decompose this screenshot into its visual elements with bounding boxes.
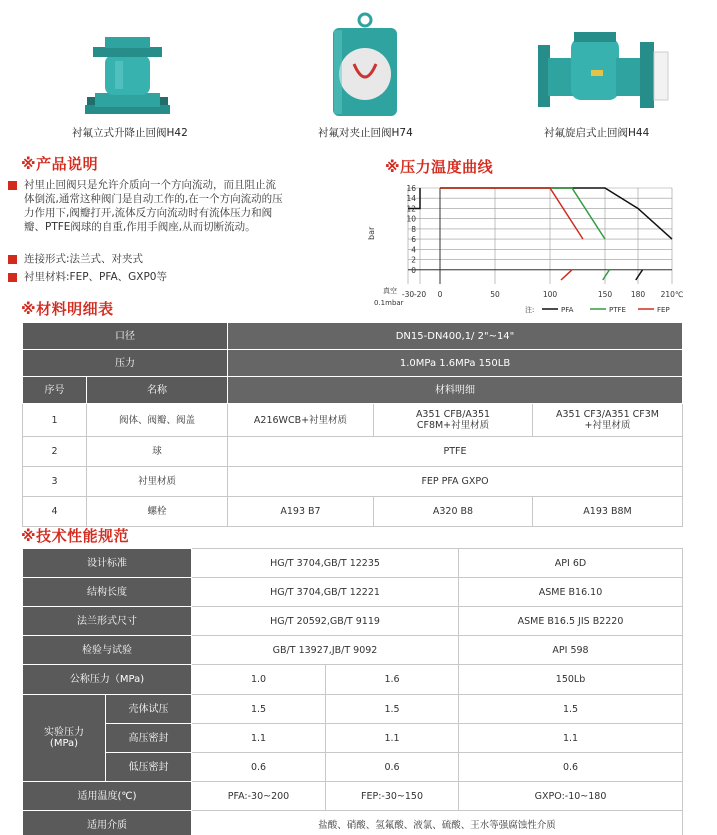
x-tick-label: 210℃ bbox=[660, 290, 684, 299]
temperature-label: 适用温度(℃) bbox=[23, 782, 192, 811]
table-row bbox=[23, 578, 683, 607]
size-label: 口径 bbox=[23, 323, 228, 350]
spec-value: GB/T 13927,JB/T 9092 bbox=[192, 636, 459, 665]
spec-value: HG/T 3704,GB/T 12221 bbox=[192, 578, 459, 607]
media-label: 适用介质 bbox=[23, 811, 192, 835]
material-cell bbox=[533, 404, 683, 437]
product-caption-h74: 衬氟对夹止回阀H74 bbox=[318, 127, 413, 139]
y-tick-label: 4 bbox=[411, 245, 416, 255]
table-row bbox=[23, 753, 683, 782]
table-row bbox=[23, 782, 683, 811]
spec-value: 1.1 bbox=[459, 724, 683, 753]
legend-label-ptfe: PTFE bbox=[609, 306, 626, 314]
y-tick-label: 6 bbox=[411, 235, 416, 245]
col-name-header: 名称 bbox=[87, 377, 228, 404]
spec-label: 检验与试验 bbox=[23, 636, 192, 665]
row-no: 2 bbox=[23, 437, 87, 467]
table-row bbox=[23, 549, 683, 578]
valve-h74-image bbox=[328, 12, 403, 120]
row-name: 衬里材质 bbox=[87, 467, 228, 497]
table-row bbox=[23, 437, 683, 467]
spec-value: 1.0 bbox=[192, 665, 326, 695]
bullet-icon bbox=[8, 255, 17, 264]
legend-prefix: 注: bbox=[525, 306, 535, 314]
row-name: 螺栓 bbox=[87, 497, 228, 527]
spec-value: FEP:-30~150 bbox=[326, 782, 459, 811]
legend-label-fep: FEP bbox=[657, 306, 670, 314]
test-row-label: 低压密封 bbox=[106, 753, 192, 782]
material-cell bbox=[374, 404, 533, 437]
material-cell: A320 B8 bbox=[374, 497, 533, 527]
y-tick-label: 16 bbox=[406, 184, 416, 193]
y-tick-label: 10 bbox=[406, 214, 416, 224]
media-value: 盐酸、硝酸、氢氟酸、液氯、硫酸、王水等强腐蚀性介质 bbox=[192, 811, 683, 835]
vacuum-line-ptfe bbox=[603, 270, 610, 280]
product-caption-h42: 衬氟立式升降止回阀H42 bbox=[72, 127, 188, 139]
material-line: A351 CFB/A351 bbox=[415, 409, 491, 420]
spec-value: 1.5 bbox=[192, 695, 326, 724]
y-tick-label: 2 bbox=[411, 255, 416, 265]
x-tick-label: 50 bbox=[490, 290, 500, 299]
spec-label: 结构长度 bbox=[23, 578, 192, 607]
x-tick-label: -30 bbox=[401, 290, 415, 299]
y-axis-label: bar bbox=[367, 226, 376, 240]
material-cell: FEP PFA GXPO bbox=[228, 467, 683, 497]
spec-value: 1.1 bbox=[326, 724, 459, 753]
specs-table bbox=[22, 548, 683, 835]
table-row bbox=[23, 467, 683, 497]
spec-value: 0.6 bbox=[326, 753, 459, 782]
spec-value: HG/T 3704,GB/T 12235 bbox=[192, 549, 459, 578]
pressure-value: 1.0MPa 1.6MPa 150LB bbox=[228, 350, 683, 377]
table-row bbox=[23, 811, 683, 835]
x-tick-label: -20 bbox=[413, 290, 427, 299]
pressure-temperature-chart bbox=[360, 178, 705, 318]
spec-value: 0.6 bbox=[192, 753, 326, 782]
series-line-pfa bbox=[440, 188, 672, 239]
test-pressure-label bbox=[23, 695, 106, 782]
row-no: 1 bbox=[23, 404, 87, 437]
test-row-label: 壳体试压 bbox=[106, 695, 192, 724]
table-row bbox=[23, 404, 683, 437]
description-title: ※产品说明 bbox=[21, 155, 99, 173]
spec-value: 1.6 bbox=[326, 665, 459, 695]
test-pressure-unit: (MPa) bbox=[49, 738, 79, 749]
spec-value: API 6D bbox=[459, 549, 683, 578]
col-no-header: 序号 bbox=[23, 377, 87, 404]
y-tick-label: 8 bbox=[411, 224, 416, 234]
spec-value: 1.1 bbox=[192, 724, 326, 753]
spec-label: 设计标准 bbox=[23, 549, 192, 578]
row-no: 3 bbox=[23, 467, 87, 497]
legend-label-pfa: PFA bbox=[561, 306, 574, 314]
material-line: CF8M+衬里材质 bbox=[416, 420, 490, 431]
spec-value: API 598 bbox=[459, 636, 683, 665]
series-line-ptfe bbox=[440, 188, 605, 239]
y-tick-label: 14 bbox=[406, 194, 416, 204]
vacuum-line-fep bbox=[561, 270, 572, 280]
valve-h44-image bbox=[536, 30, 671, 120]
table-row bbox=[23, 607, 683, 636]
materials-title: ※材料明细表 bbox=[21, 300, 114, 318]
x-tick-label: 150 bbox=[597, 290, 613, 299]
spec-value: HG/T 20592,GB/T 9119 bbox=[192, 607, 459, 636]
description-item: 衬里材料:FEP、PFA、GXP0等 bbox=[24, 270, 167, 284]
series-line-fep bbox=[440, 188, 583, 239]
material-cell: A193 B7 bbox=[228, 497, 374, 527]
pressure-label: 压力 bbox=[23, 350, 228, 377]
nominal-pressure-label: 公称压力（MPa) bbox=[23, 665, 192, 695]
col-detail-header: 材料明细 bbox=[228, 377, 683, 404]
chart-title: ※压力温度曲线 bbox=[385, 158, 494, 176]
vacuum-line-pfa bbox=[636, 270, 643, 280]
spec-value: PFA:-30~200 bbox=[192, 782, 326, 811]
vacuum-value: 0.1mbar bbox=[374, 299, 404, 307]
material-line: +衬里材质 bbox=[584, 420, 631, 431]
spec-label: 法兰形式尺寸 bbox=[23, 607, 192, 636]
row-name: 阀体、阀瓣、阀盖 bbox=[87, 404, 228, 437]
spec-value: 150Lb bbox=[459, 665, 683, 695]
table-row bbox=[23, 665, 683, 695]
row-no: 4 bbox=[23, 497, 87, 527]
bullet-icon bbox=[8, 181, 17, 190]
table-row bbox=[23, 695, 683, 724]
product-caption-h44: 衬氟旋启式止回阀H44 bbox=[544, 127, 650, 139]
spec-value: 1.5 bbox=[326, 695, 459, 724]
description-item: 连接形式:法兰式、对夹式 bbox=[24, 252, 143, 266]
y-tick-label: 0 bbox=[411, 265, 416, 275]
materials-table bbox=[22, 322, 683, 527]
x-tick-label: 0 bbox=[437, 290, 443, 299]
spec-value: ASME B16.10 bbox=[459, 578, 683, 607]
test-row-label: 高压密封 bbox=[106, 724, 192, 753]
spec-value: 0.6 bbox=[459, 753, 683, 782]
material-cell: A216WCB+衬里材质 bbox=[228, 404, 374, 437]
x-tick-label: 180 bbox=[630, 290, 646, 299]
valve-h42-image bbox=[75, 35, 180, 120]
table-row bbox=[23, 636, 683, 665]
spec-value: 1.5 bbox=[459, 695, 683, 724]
size-value: DN15-DN400,1/ 2"~14" bbox=[228, 323, 683, 350]
test-pressure-label-line: 实验压力 bbox=[44, 727, 84, 738]
bullet-icon bbox=[8, 273, 17, 282]
table-row bbox=[23, 724, 683, 753]
spec-value: ASME B16.5 JIS B2220 bbox=[459, 607, 683, 636]
material-line: A351 CF3/A351 CF3M bbox=[556, 409, 659, 420]
material-cell: A193 B8M bbox=[533, 497, 683, 527]
spec-value: GXPO:-10~180 bbox=[459, 782, 683, 811]
table-row bbox=[23, 497, 683, 527]
y-tick-label: 12 bbox=[406, 204, 416, 214]
description-item: 衬里止回阀只是允许介质向一个方向流动，而且阻止流体倒流,通常这种阀门是自动工作的,在一个方向流动的压力作用下,阀瓣打开,流体反方向流动时有流体压力和阀瓣、PTFE阀球的自重,作用手阀座,从而切断流动。 bbox=[24, 178, 286, 234]
x-tick-label: 100 bbox=[542, 290, 558, 299]
specs-title: ※技术性能规范 bbox=[21, 527, 130, 545]
vacuum-label: 真空 bbox=[383, 287, 397, 295]
row-name: 球 bbox=[87, 437, 228, 467]
material-cell: PTFE bbox=[228, 437, 683, 467]
